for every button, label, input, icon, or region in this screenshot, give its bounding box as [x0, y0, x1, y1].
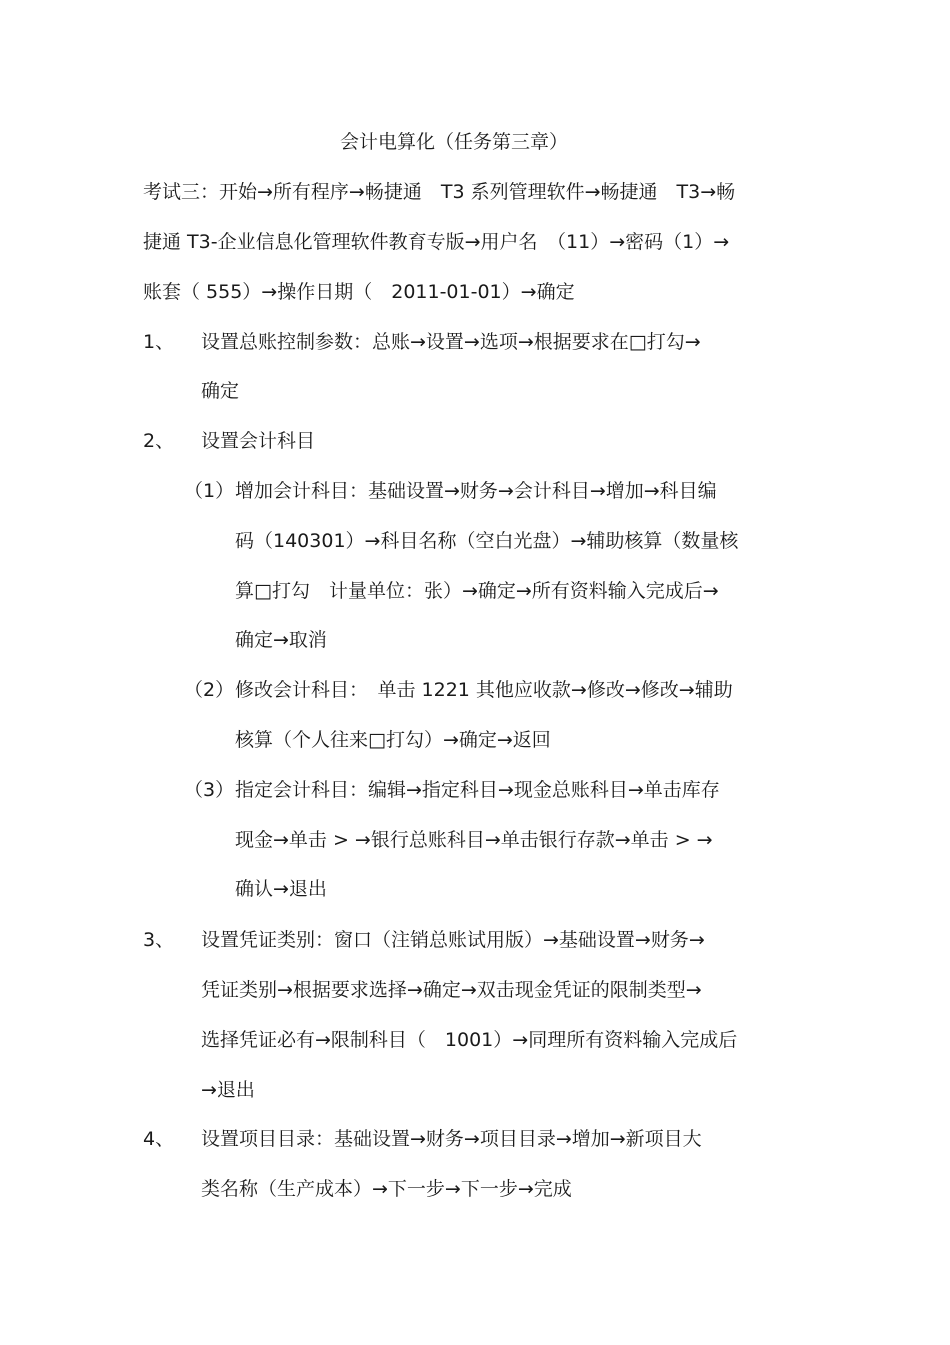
section-3-line-4: →退出 — [201, 1079, 255, 1101]
intro-line-3: 账套（ 555）→操作日期（ 2011-01-01）→确定 — [143, 281, 575, 303]
section-2-title: 设置会计科目 — [201, 430, 316, 452]
section-1-line-1: 设置总账控制参数：总账→设置→选项→根据要求在□打勾→ — [201, 331, 701, 353]
section-4-number: 4、 — [143, 1128, 175, 1150]
section-1-line-2: 确定 — [201, 380, 240, 402]
subsection-1-line-2: 码（140301）→科目名称（空白光盘）→辅助核算（数量核 — [235, 530, 739, 552]
section-3-line-3: 选择凭证必有→限制科目（ 1001）→同理所有资料输入完成后 — [201, 1029, 738, 1051]
subsection-3-line-2: 现金→单击 > →银行总账科目→单击银行存款→单击 > → — [235, 829, 713, 851]
subsection-3-line-3: 确认→退出 — [235, 878, 327, 900]
section-3-line-1: 设置凭证类别：窗口（注销总账试用版）→基础设置→财务→ — [201, 929, 705, 951]
subsection-3-line-1: 指定会计科目：编辑→指定科目→现金总账科目→单击库存 — [235, 779, 720, 801]
section-4-line-2: 类名称（生产成本）→下一步→下一步→完成 — [201, 1178, 572, 1200]
section-1-number: 1、 — [143, 331, 175, 353]
section-3-number: 3、 — [143, 929, 175, 951]
section-4-line-1: 设置项目目录：基础设置→财务→项目目录→增加→新项目大 — [201, 1128, 702, 1150]
section-2-number: 2、 — [143, 430, 175, 452]
subsection-2-line-2: 核算（个人往来□打勾）→确定→返回 — [235, 729, 551, 751]
subsection-1-line-3: 算□打勾 计量单位：张）→确定→所有资料输入完成后→ — [235, 580, 719, 602]
subsection-2-line-1: 修改会计科目： 单击 1221 其他应收款→修改→修改→辅助 — [235, 679, 733, 701]
section-3-line-2: 凭证类别→根据要求选择→确定→双击现金凭证的限制类型→ — [201, 979, 702, 1001]
subsection-1-line-1: 增加会计科目：基础设置→财务→会计科目→增加→科目编 — [235, 480, 717, 502]
subsection-1-line-4: 确定→取消 — [235, 629, 327, 651]
subsection-3-number: （3） — [184, 779, 235, 801]
intro-line-1: 考试三：开始→所有程序→畅捷通 T3 系列管理软件→畅捷通 T3→畅 — [143, 181, 736, 203]
intro-line-2: 捷通 T3-企业信息化管理软件教育专版→用户名 （11）→密码（1）→ — [143, 231, 730, 253]
page-title: 会计电算化（任务第三章） — [340, 131, 569, 153]
subsection-2-number: （2） — [184, 679, 235, 701]
subsection-1-number: （1） — [184, 480, 235, 502]
